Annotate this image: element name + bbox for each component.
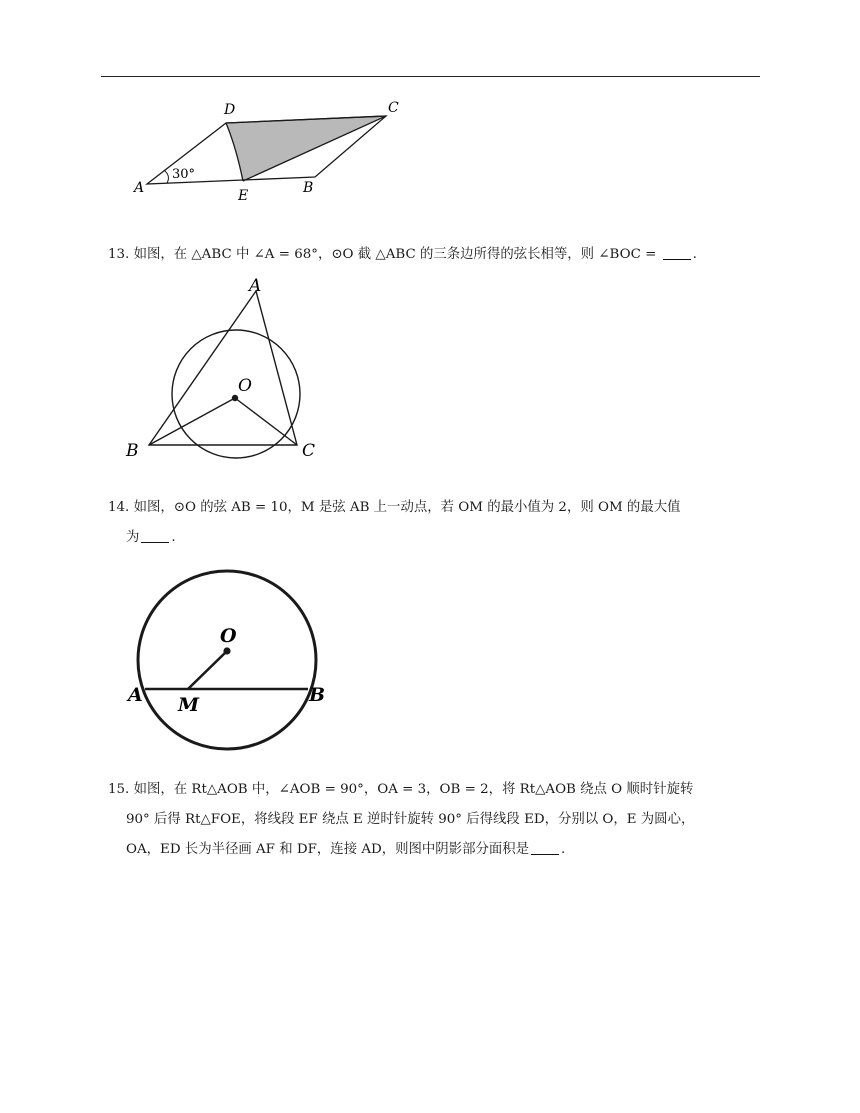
center-dot [223,647,230,654]
question-text: 如图，在 △ABC 中 ∠A = 68°，⊙O 截 △ABC 的三条边所得的弦长相等，则 ∠BOC = [133,247,661,262]
answer-blank[interactable] [531,840,559,855]
answer-blank[interactable] [141,528,169,543]
label-A: A [134,180,145,196]
segment-ob [149,398,235,445]
question-text-line2: 为 [126,530,140,545]
question-14: 14. 如图，⊙O 的弦 AB = 10，M 是弦 AB 上一动点，若 OM 的最小值为 2，则 OM 的最大值 为 . [108,493,763,553]
question-text-line3: OA，ED 长为半径画 AF 和 DF，连接 AD，则图中阴影部分面积是 [126,842,530,857]
question-number: 14. [108,500,130,515]
label-B: B [303,180,314,196]
header-rule [101,76,760,77]
figure-triangle-circle [122,272,332,467]
question-15: 15. 如图，在 Rt△AOB 中，∠AOB = 90°，OA = 3，OB = 2，将 Rt△AOB 绕点 O 顺时针旋转 90° 后得 Rt△FOE，将线段 EF 绕点 E 逆时针旋转 90° 后得线段 ED，分别以 O，E 为圆心， OA，ED 长为半径画 AF 和 DF，连接 AD，则图中阴影部分面积是 . [108,775,763,865]
label-O: O [220,625,237,647]
question-13: 13. 如图，在 △ABC 中 ∠A = 68°，⊙O 截 △ABC 的三条边所得的弦长相等，则 ∠BOC = . [108,240,763,270]
angle-arc [164,170,168,183]
label-E: E [238,188,249,204]
triangle-abc [149,291,297,445]
label-C: C [388,100,399,116]
label-M: M [178,694,200,716]
figure-circle-chord [125,558,340,748]
segment-oc [235,398,297,445]
figure-parallelogram [130,95,420,205]
circle-o [138,571,316,749]
label-A: A [249,276,262,296]
question-text-line1: 如图，在 Rt△AOB 中，∠AOB = 90°，OA = 3，OB = 2，将 Rt△AOB 绕点 O 顺时针旋转 [133,782,694,797]
shaded-region [226,116,386,181]
segment-om [188,651,227,689]
label-B: B [126,441,139,461]
question-number: 15. [108,782,130,797]
question-text-line1: 如图，⊙O 的弦 AB = 10，M 是弦 AB 上一动点，若 OM 的最小值为 2，则 OM 的最大值 [133,500,681,515]
answer-blank[interactable] [663,245,691,260]
question-number: 13. [108,247,130,262]
question-text-line2: 90° 后得 Rt△FOE，将线段 EF 绕点 E 逆时针旋转 90° 后得线段 ED，分别以 O，E 为圆心， [126,812,695,827]
label-O: O [238,376,252,396]
circle-o [172,330,300,458]
label-C: C [302,441,316,461]
label-D: D [224,102,236,118]
angle-label: 30° [172,167,196,182]
label-A: A [128,684,143,706]
label-B: B [309,684,326,706]
